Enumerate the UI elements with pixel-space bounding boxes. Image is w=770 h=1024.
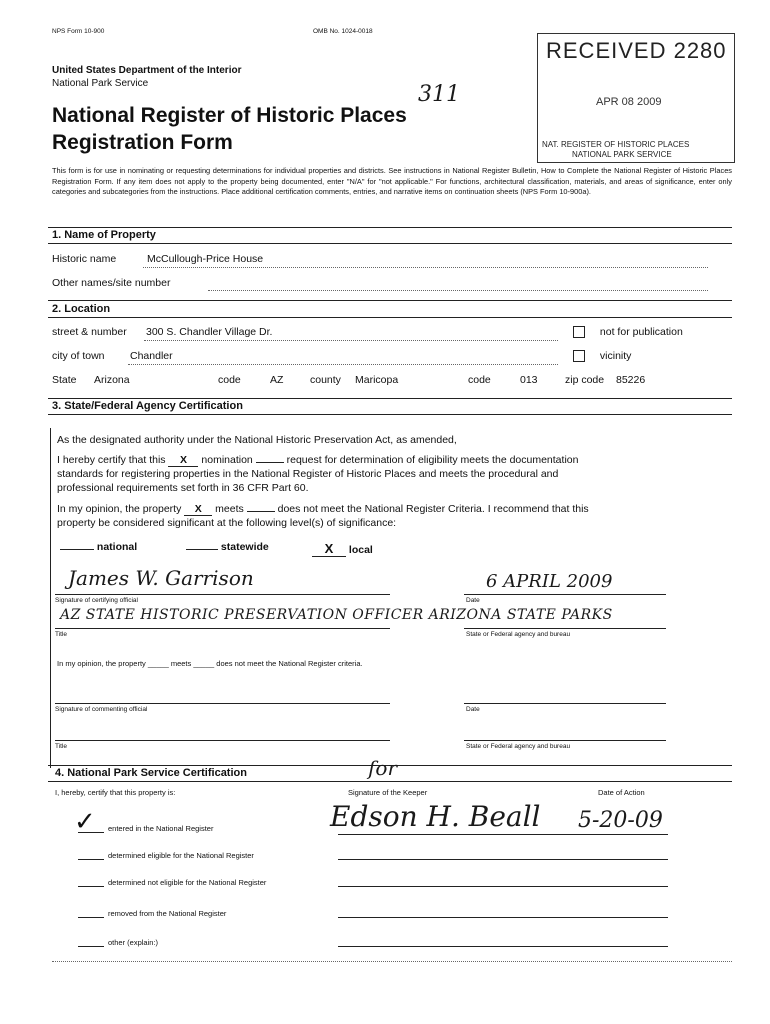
option-removed: removed from the National Register xyxy=(108,909,227,918)
option-eligible: determined eligible for the National Register xyxy=(108,851,254,860)
section3-heading: 3. State/Federal Agency Certification xyxy=(52,400,243,412)
county-code-label: code xyxy=(468,374,491,386)
date-label: Date xyxy=(466,597,480,604)
form-number: NPS Form 10-900 xyxy=(52,28,105,35)
certifying-signature: James W. Garrison xyxy=(68,566,254,590)
local-mark[interactable]: X xyxy=(312,541,346,557)
opinion-text-a: In my opinion, the property xyxy=(57,503,182,515)
department: United States Department of the Interior xyxy=(52,65,242,76)
certifying-date: 6 APRIL 2009 xyxy=(486,571,613,592)
stamp-line1: NAT. REGISTER OF HISTORIC PLACES xyxy=(542,140,690,149)
county-value[interactable]: Maricopa xyxy=(355,374,399,386)
national-label: national xyxy=(96,541,138,553)
form-title-2: Registration Form xyxy=(52,131,233,154)
stamp-line2: NATIONAL PARK SERVICE xyxy=(572,150,672,159)
option-other: other (explain:) xyxy=(108,938,159,947)
section4-heading: 4. National Park Service Certification xyxy=(55,767,247,779)
agency2-label: State or Federal agency and bureau xyxy=(466,743,571,750)
title2-label: Title xyxy=(55,743,68,750)
local-label: local xyxy=(348,544,373,556)
certify-text-b: nomination xyxy=(201,454,253,466)
zip-value[interactable]: 85226 xyxy=(616,374,646,386)
received-stamp xyxy=(537,33,735,163)
level-local xyxy=(312,541,373,557)
commenting-signature-label: Signature of commenting official xyxy=(55,706,148,713)
street-value[interactable]: 300 S. Chandler Village Dr. xyxy=(146,326,273,338)
not-for-publication-checkbox[interactable] xyxy=(573,326,585,338)
state-value[interactable]: Arizona xyxy=(94,374,130,386)
action-date-label: Date of Action xyxy=(598,788,645,797)
certify-text-c: request for determination of eligibility meets the documentation xyxy=(286,454,579,466)
zip-label: zip code xyxy=(565,374,605,386)
not-for-publication-label: not for publication xyxy=(599,326,683,338)
level-statewide xyxy=(186,541,269,553)
statewide-label: statewide xyxy=(220,541,269,553)
stamp-received: RECEIVED 2280 xyxy=(546,38,727,63)
certify-text-d: standards for registering properties in the National Register of Historic Places and meets the procedural and xyxy=(57,468,559,480)
county-label: county xyxy=(310,374,341,386)
vicinity xyxy=(573,350,631,362)
section1-heading: 1. Name of Property xyxy=(52,229,156,241)
form-title-1: National Register of Historic Places xyxy=(52,104,407,127)
code-label: code xyxy=(218,374,241,386)
level-national xyxy=(60,541,137,553)
opinion-text-c: does not meet the National Register Criteria. I recommend that this xyxy=(277,503,589,515)
certify-text-e: professional requirements set forth in 36 CFR Part 60. xyxy=(57,482,309,494)
opinion-text-b: meets xyxy=(215,503,244,515)
certify-text-a: I hereby certify that this xyxy=(57,454,166,466)
option-entered: entered in the National Register xyxy=(108,824,214,833)
signature-label: Signature of certifying official xyxy=(55,597,138,604)
city-label: city of town xyxy=(52,350,105,362)
handwritten-number: 311 xyxy=(418,82,460,107)
stamp-date: APR 08 2009 xyxy=(596,96,662,108)
nps-certify-text: I, hereby, certify that this property is: xyxy=(55,788,176,797)
official-title: AZ STATE HISTORIC PRESERVATION OFFICER ARIZONA STATE PARKS xyxy=(60,607,613,623)
street-label: street & number xyxy=(52,326,127,338)
section2-heading: 2. Location xyxy=(52,303,111,315)
option-not-eligible: determined not eligible for the National Register xyxy=(108,878,267,887)
not-for-publication xyxy=(573,326,683,338)
city-value[interactable]: Chandler xyxy=(130,350,173,362)
action-date: 5-20-09 xyxy=(578,808,663,833)
request-blank[interactable] xyxy=(256,462,284,463)
meets-mark[interactable]: X xyxy=(184,503,212,516)
vicinity-checkbox[interactable] xyxy=(573,350,585,362)
keeper-label: Signature of the Keeper xyxy=(348,788,428,797)
keeper-signature: Edson H. Beall xyxy=(330,800,541,833)
state-label: State xyxy=(52,374,77,386)
opinion-line xyxy=(57,503,589,516)
for-annotation: for xyxy=(368,756,398,780)
commenting-date-label: Date xyxy=(466,706,480,713)
opinion-text-d: property be considered significant at the following level(s) of significance: xyxy=(57,517,397,529)
vicinity-label: vicinity xyxy=(599,350,632,362)
service: National Park Service xyxy=(52,78,149,89)
other-names-label: Other names/site number xyxy=(52,277,171,289)
does-not-meet-blank[interactable] xyxy=(247,511,275,512)
authority-text: As the designated authority under the National Historic Preservation Act, as amended, xyxy=(57,434,457,446)
intro-text: This form is for use in nominating or requesting determinations for individual properties and districts. See instructions in National Register Bulletin, How to Complete the National Register of Historic Places Registration Form. If any item does not apply to the property being documented, enter "N/A" for "not applicable." For functions, architectural classification, materials, and areas of significance, enter only categories and subcategories from the instructions. Place additional certification comments, entries, and narrative items on continuation sheets (NPS Form 10-900a). xyxy=(52,166,732,196)
certify-line xyxy=(57,454,578,467)
statewide-blank[interactable] xyxy=(186,549,218,550)
agency-label: State or Federal agency and bureau xyxy=(466,631,571,638)
entered-check[interactable]: ✓ xyxy=(74,806,96,836)
county-code-value[interactable]: 013 xyxy=(520,374,538,386)
omb-number: OMB No. 1024-0018 xyxy=(313,28,373,35)
title-label: Title xyxy=(55,631,68,638)
code-value[interactable]: AZ xyxy=(270,374,284,386)
national-blank[interactable] xyxy=(60,549,94,550)
commenting-opinion: In my opinion, the property _____ meets _____ does not meet the National Register criteria. xyxy=(57,659,363,668)
nomination-mark[interactable]: X xyxy=(168,454,198,467)
historic-name-label: Historic name xyxy=(52,253,117,265)
historic-name-value[interactable]: McCullough-Price House xyxy=(147,253,264,265)
